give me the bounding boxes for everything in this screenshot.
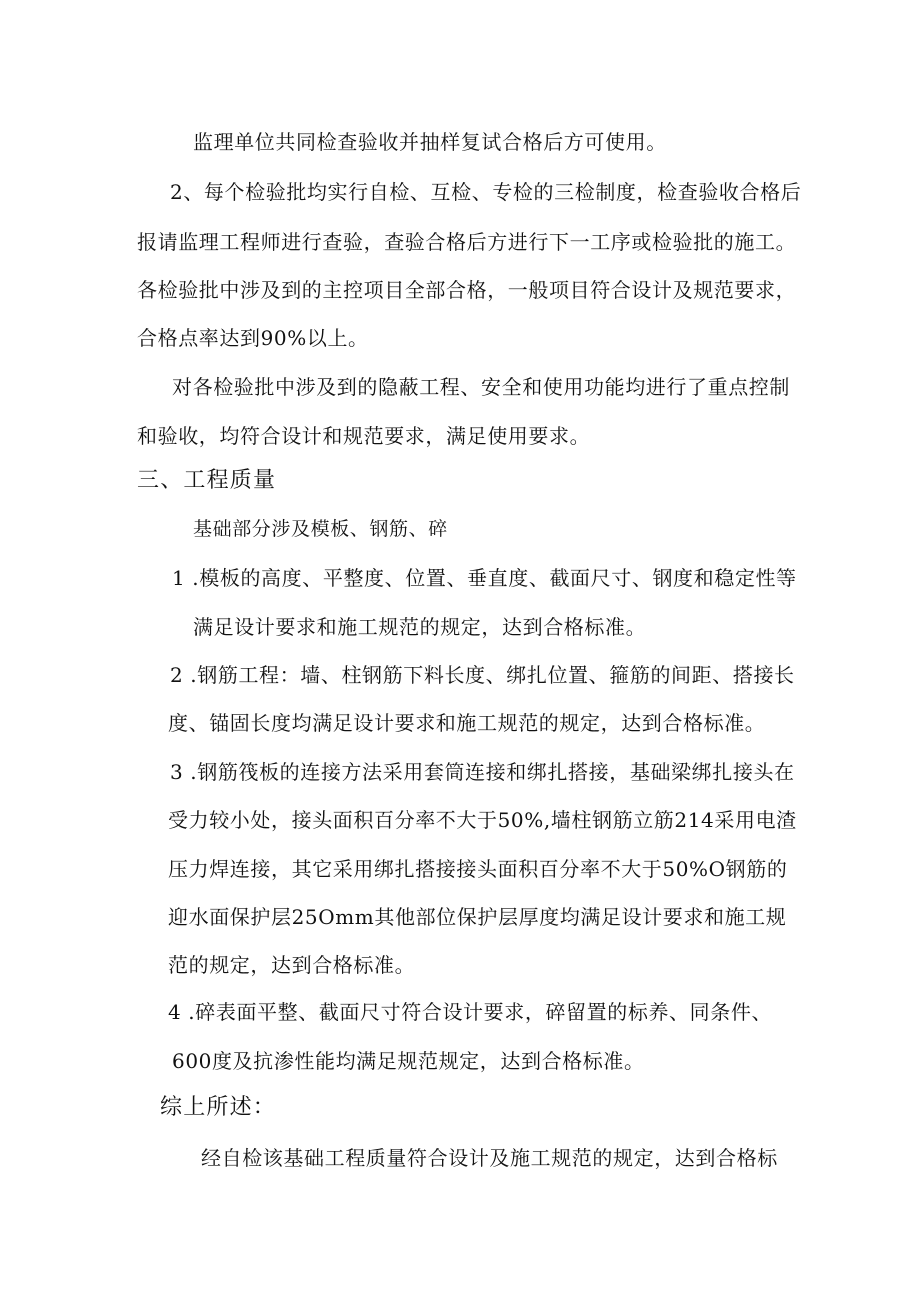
list-item-line: 满足设计要求和施工规范的规定，达到合格标准。 [193,615,647,639]
list-item-line: 压力焊连接，其它采用绑扎搭接接头面积百分率不大于50%O钢筋的 [168,857,788,881]
text-line: 各检验批中涉及到的主控项目全部合格，一般项目符合设计及规范要求， [137,278,797,302]
summary-heading: 综上所述： [160,1095,277,1120]
list-item-line: 度、锚固长度均满足设计要求和施工规范的规定，达到合格标准。 [168,711,766,735]
list-item-line: 受力较小处，接头面积百分率不大于50%,墙柱钢筋立筋214采用电渣 [168,808,797,832]
intro-line: 基础部分涉及模板、钢筋、碎 [193,518,448,540]
text-line: 监理单位共同检查验收并抽样复试合格后方可使用。 [193,130,667,154]
list-item-line: 2 .钢筋工程：墙、柱钢筋下料长度、绑扎位置、箍筋的间距、搭接长 [170,663,795,687]
text-line: 2、每个检验批均实行自检、互检、专检的三检制度，检查验收合格后 [170,180,802,204]
list-item-line: 3 .钢筋筏板的连接方法采用套筒连接和绑扎搭接，基础梁绑扎接头在 [170,760,795,784]
conclusion-line: 经自检该基础工程质量符合设计及施工规范的规定，达到合格标 [201,1146,778,1170]
section-heading: 三、工程质量 [137,468,277,493]
text-line: 报请监理工程师进行查验，查验合格后方进行下一工序或检验批的施工。 [137,230,797,254]
list-item-line: 1 .模板的高度、平整度、位置、垂直度、截面尺寸、钢度和稳定性等 [172,566,797,590]
list-item-line: 4 .碎表面平整、截面尺寸符合设计要求，碎留置的标养、同条件、 [168,1000,773,1024]
list-item-line: 迎水面保护层25Omm其他部位保护层厚度均满足设计要求和施工规 [168,905,787,929]
text-line: 对各检验批中涉及到的隐蔽工程、安全和使用功能均进行了重点控制 [172,375,790,399]
list-item-line: 600度及抗渗性能均满足规范规定，达到合格标准。 [172,1049,645,1073]
list-item-line: 范的规定，达到合格标准。 [168,953,416,977]
text-line: 和验收，均符合设计和规范要求，满足使用要求。 [137,424,591,448]
text-line: 合格点率达到90%以上。 [137,326,369,350]
